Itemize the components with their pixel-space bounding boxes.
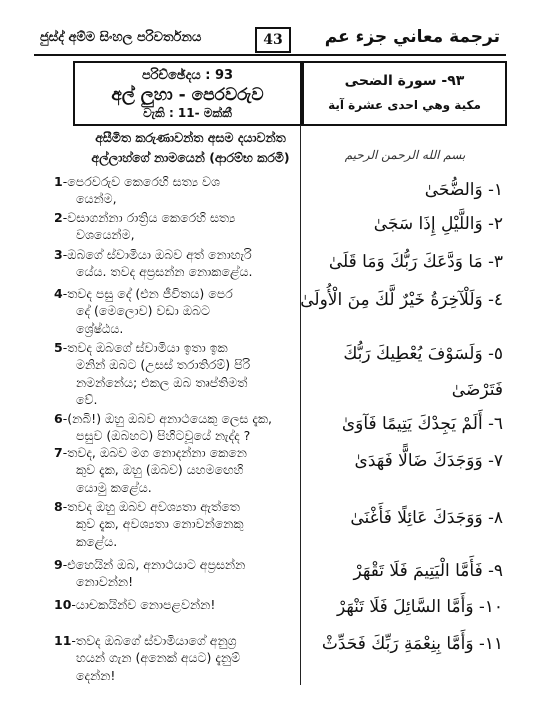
- verse-si-5: 5-තවද ඔබගේ ස්වාමියා ඉතා ඉක මනින් ඔබට (උසස් තරාතිරම්) පිරි නමන්නේය; එකල ඔබ තෘප්තිමත් වේ.: [54, 339, 296, 409]
- header-left-title: ජුස්ද් අම්ම සිංහල පරිවර්තනය: [40, 30, 202, 45]
- verse-number: 11: [54, 633, 72, 648]
- verse-line: කුව දැක, ඔහු (ඔබව) යහමඟෙහි: [76, 462, 244, 478]
- verse-line: දේ (මෙලොව) වඩා ඔබට: [76, 303, 210, 319]
- chapter-name: අල් ලුහා - පෙරවරුව: [111, 85, 264, 105]
- verse-line: වසාගන්නා රාත්‍රිය කෙරෙහි සත්‍ය: [67, 210, 236, 225]
- header-rule: [34, 54, 506, 56]
- verse-line: පසුව (ඔබහට) පිහිටවූයේ නැද්ද ?: [76, 428, 251, 444]
- column-divider: [300, 125, 301, 685]
- verse-number: 2: [54, 210, 63, 225]
- verse-number: 7: [54, 445, 63, 460]
- verse-line: යාචකයින්ව නොපළවන්න!: [75, 597, 216, 612]
- verse-line: වශයෙන්ම,: [76, 227, 135, 243]
- verse-number: 1: [54, 174, 63, 189]
- verse-ar-2: ٢- وَاللَّيْلِ إِذَا سَجَىٰ: [373, 214, 503, 234]
- verse-line: දෙන්න!: [76, 667, 116, 683]
- verse-line: වේ.: [76, 392, 98, 408]
- chapter-number: පරිච්ඡේදය : 93: [141, 68, 234, 83]
- verse-line: තවද පසු දේ (එන ජීවිතය) පෙර: [67, 286, 233, 301]
- verse-si-11: 11-තවද ඔබගේ ස්වාමියාගේ අනුග්‍ර හයන් ගැන (අනෙක් අයට) දැනුම් දෙන්න!: [54, 632, 296, 684]
- verse-line: පෙරවරුව කෙරෙහි සත්‍ය වශ: [67, 174, 220, 189]
- verse-si-4: 4-තවද පසු දේ (එන ජීවිතය) පෙර දේ (මෙලොව) වඩා ඔබට ශ්‍රේෂ්ඨය.: [54, 285, 296, 337]
- surah-info: مكية وهي احدى عشرة آية: [328, 98, 481, 112]
- chapter-verses: වැකි : 11- මක්කී: [143, 106, 232, 120]
- verse-line: කළේය.: [76, 533, 118, 549]
- verse-line: කුව දැක, අවශ්‍යතා නොවන්නෙකු: [76, 516, 244, 532]
- bismillah-line: අල්ලාහ්ගේ නාමයෙන් (ආරම්භ කරමි): [91, 150, 290, 165]
- verse-line: ඔබගේ ස්වාමියා ඔබව අත් නොහැරි: [67, 247, 252, 262]
- verse-si-7: 7-තවද, ඔබව මග නොදන්නා කෙනෙ කුව දැක, ඔහු (ඔබව) යහමඟෙහි යොමු කළේය.: [54, 444, 296, 496]
- bismillah-line: අසීමිත කරුණාවන්ත අසම දයාවන්ත: [95, 130, 286, 145]
- verse-ar-10: ١٠- وَأَمَّا السَّائِلَ فَلَا تَنْهَرْ: [336, 597, 503, 617]
- verse-ar-5: ٥- وَلَسَوْفَ يُعْطِيكَ رَبُّكَ: [343, 344, 503, 364]
- verse-line: එහෙයින් ඔබ, අනාථයාට අප්‍රසන්න: [67, 557, 246, 572]
- chapter-box-sinhala: [73, 61, 302, 126]
- verse-ar-4: ٤- وَلَلْآخِرَةُ خَيْرٌ لَّكَ مِنَ الْأُولَىٰ: [300, 290, 503, 310]
- header-right-title: ترجمة معاني جزء عم: [324, 27, 500, 47]
- verse-line: තවද ඔබගේ ස්වාමියාගේ අනුග්‍ර: [75, 633, 237, 648]
- verse-si-6: 6-(නබි!) ඔහු ඔබව අනාථයෙකු ලෙස දැක, පසුව (ඔබහට) පිහිටවූයේ නැද්ද ?: [54, 410, 296, 445]
- verse-number: 8: [54, 499, 63, 514]
- verse-line: තවද ඔහු ඔබව අවශ්‍යතා ඇත්තෙ: [67, 499, 240, 514]
- verse-line: නොවන්න!: [76, 574, 134, 590]
- verse-ar-8: ٨- وَوَجَدَكَ عَائِلًا فَأَغْنَىٰ: [350, 508, 503, 528]
- verse-number: 3: [54, 247, 63, 262]
- verse-ar-7: ٧- وَوَجَدَكَ ضَالًّا فَهَدَىٰ: [354, 451, 503, 471]
- verse-line: මනින් ඔබට (උසස් තරාතිරම්) පිරි: [76, 357, 251, 373]
- verse-si-10: 10-යාචකයින්ව නොපළවන්න!: [54, 597, 216, 612]
- verse-line: යෙන්ම,: [76, 191, 117, 207]
- verse-si-1: 1-පෙරවරුව කෙරෙහි සත්‍ය වශ යෙන්ම,: [54, 173, 296, 208]
- verse-line: (නබි!) ඔහු ඔබව අනාථයෙකු ලෙස දැක,: [67, 411, 273, 426]
- verse-ar-6: ٦- أَلَمْ يَجِدْكَ يَتِيمًا فَآوَىٰ: [341, 414, 503, 434]
- verse-line: යේය. තවද අප්‍රසන්න නොකළේය.: [76, 264, 253, 280]
- verse-number: 10: [54, 597, 72, 612]
- verse-si-8: 8-තවද ඔහු ඔබව අවශ්‍යතා ඇත්තෙ කුව දැක, අවශ්‍යතා නොවන්නෙකු කළේය.: [54, 498, 296, 550]
- verse-line: තවද, ඔබව මග නොදන්නා කෙනෙ: [67, 445, 247, 460]
- verse-ar-5-cont: فَتَرْضَىٰ: [451, 380, 503, 400]
- chapter-box-arabic: [302, 61, 507, 126]
- verse-ar-11: ١١- وَأَمَّا بِنِعْمَةِ رَبِّكَ فَحَدِّثْ: [321, 634, 503, 654]
- verse-line: හයන් ගැන (අනෙක් අයට) දැනුම්: [76, 650, 241, 666]
- verse-number: 6: [54, 411, 63, 426]
- verse-number: 5: [54, 340, 63, 355]
- page-number: 43: [255, 27, 291, 53]
- verse-number: 4: [54, 286, 63, 301]
- verse-line: යොමු කළේය.: [76, 479, 152, 495]
- verse-number: 9: [54, 557, 63, 572]
- verse-si-2: 2-වසාගන්නා රාත්‍රිය කෙරෙහි සත්‍ය වශයෙන්ම,: [54, 209, 296, 244]
- verse-line: ශ්‍රේෂ්ඨය.: [76, 320, 124, 336]
- basmala-arabic: بسم الله الرحمن الرحيم: [344, 148, 466, 162]
- verse-line: නමන්නේය; එකල ඔබ තෘප්තිමත්: [76, 374, 248, 390]
- surah-title: ٩٣- سورة الضحى: [344, 73, 465, 89]
- verse-ar-9: ٩- فَأَمَّا الْيَتِيمَ فَلَا تَقْهَرْ: [353, 561, 503, 581]
- verse-si-9: 9-එහෙයින් ඔබ, අනාථයාට අප්‍රසන්න නොවන්න!: [54, 556, 296, 591]
- verse-ar-1: ١- وَالضُّحَىٰ: [424, 180, 503, 200]
- verse-line: තවද ඔබගේ ස්වාමියා ඉතා ඉක: [67, 340, 228, 355]
- verse-ar-3: ٣- مَا وَدَّعَكَ رَبُّكَ وَمَا قَلَىٰ: [328, 252, 503, 272]
- verse-si-3: 3-ඔබගේ ස්වාමියා ඔබව අත් නොහැරි යේය. තවද අප්‍රසන්න නොකළේය.: [54, 246, 296, 281]
- bismillah-sinhala: [88, 128, 293, 168]
